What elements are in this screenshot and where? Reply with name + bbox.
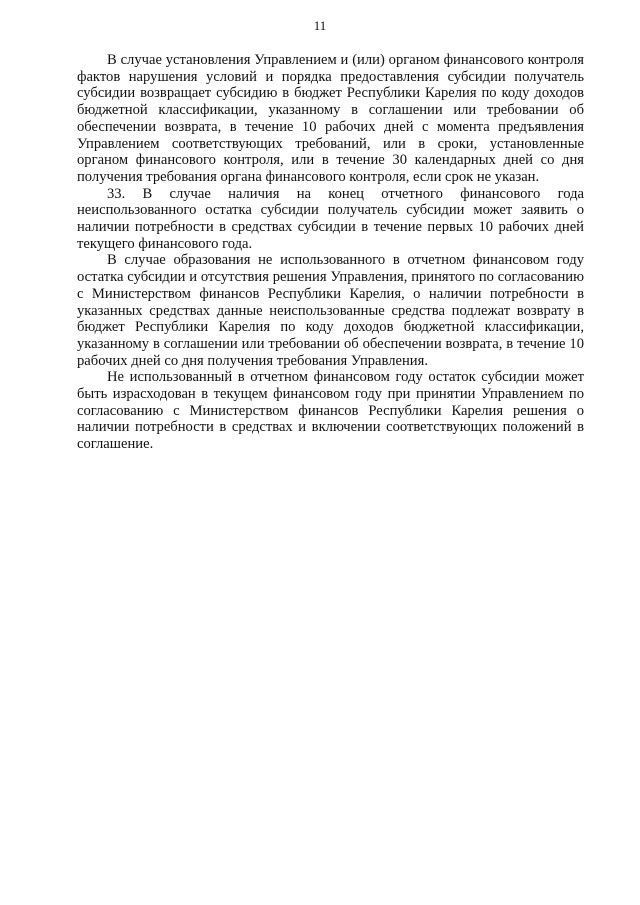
paragraph-33-unused-balance: 33. В случае наличия на конец отчетного финансового года неиспользованного остатка субсидии получатель субсидии может заявить о наличии потребности в средствах субсидии в течение первых 10 рабочих дней текущего финансового года. [77,185,584,252]
paragraph-return-of-unused-funds: В случае образования не использованного в отчетном финансовом году остатка субсидии и отсутствия решения Управления, принятого по согласованию с Министерством финансов Республики Карелия, о наличии потребности в указанных средствах данные неиспользованные средства подлежат возврату в бюджет Республики Карелия по коду доходов бюджетной классификации, указанному в соглашении или требовании об обеспечении возврата, в течение 10 рабочих дней со дня получения требования Управления. [77,252,584,369]
paragraph-refund-on-violation: В случае установления Управлением и (или) органом финансового контроля фактов нарушения условий и порядка предоставления субсидии получатель субсидии возвращает субсидию в бюджет Республики Карелия по коду доходов бюджетной классификации, указанному в соглашении или требовании об обеспечении возврата, в течение 10 рабочих дней с момента предъявления Управлением соответствующих требований, или в сроки, установленные органом финансового контроля, или в течение 30 календарных дней со дня получения требования органа финансового контроля, если срок не указан. [77,52,584,185]
document-body [77,52,584,453]
paragraph-spending-of-balance: Не использованный в отчетном финансовом году остаток субсидии может быть израсходован в текущем финансовом году при принятии Управлением по согласованию с Министерством финансов Республики Карелия решения о наличии потребности в средствах и включении соответствующих положений в соглашение. [77,369,584,453]
page-number: 11 [313,18,327,33]
